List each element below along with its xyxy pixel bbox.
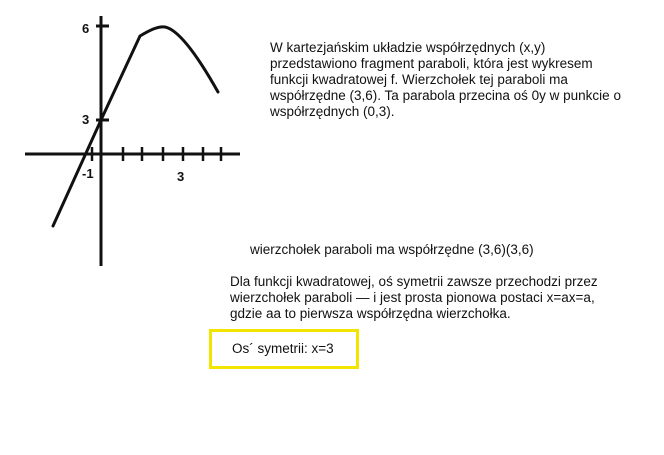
x-label-neg1: -1 — [82, 166, 94, 181]
y-label-3: 3 — [82, 112, 90, 127]
problem-statement: W kartezjańskim układzie współrzędnych (x,y) przedstawiono fragment paraboli, która jest wykresem funkcji kwadratowej f. Wierzchołek tej paraboli ma współrzędne (3,6). Ta parabola przecina oś 0y w punkcie o współrzędnych (0,3). — [270, 40, 621, 119]
symmetry-explanation: Dla funkcji kwadratowej, oś symetrii zawsze przechodzi przez wierzchołek paraboli — i jest prosta pionowa postaci x=ax=a, gdzie aa to pierwsza współrzędna wierzchołka. — [230, 274, 598, 321]
answer-box — [209, 329, 359, 369]
x-label-3: 3 — [177, 169, 185, 184]
vertex-statement: wierzchołek paraboli ma współrzędne (3,6)(3,6) — [250, 242, 534, 257]
coordinate-graph — [0, 0, 260, 280]
parabola-curve — [53, 27, 218, 226]
y-label-6: 6 — [82, 21, 90, 36]
answer-text: Os´ symetrii: x=3 — [232, 341, 334, 356]
